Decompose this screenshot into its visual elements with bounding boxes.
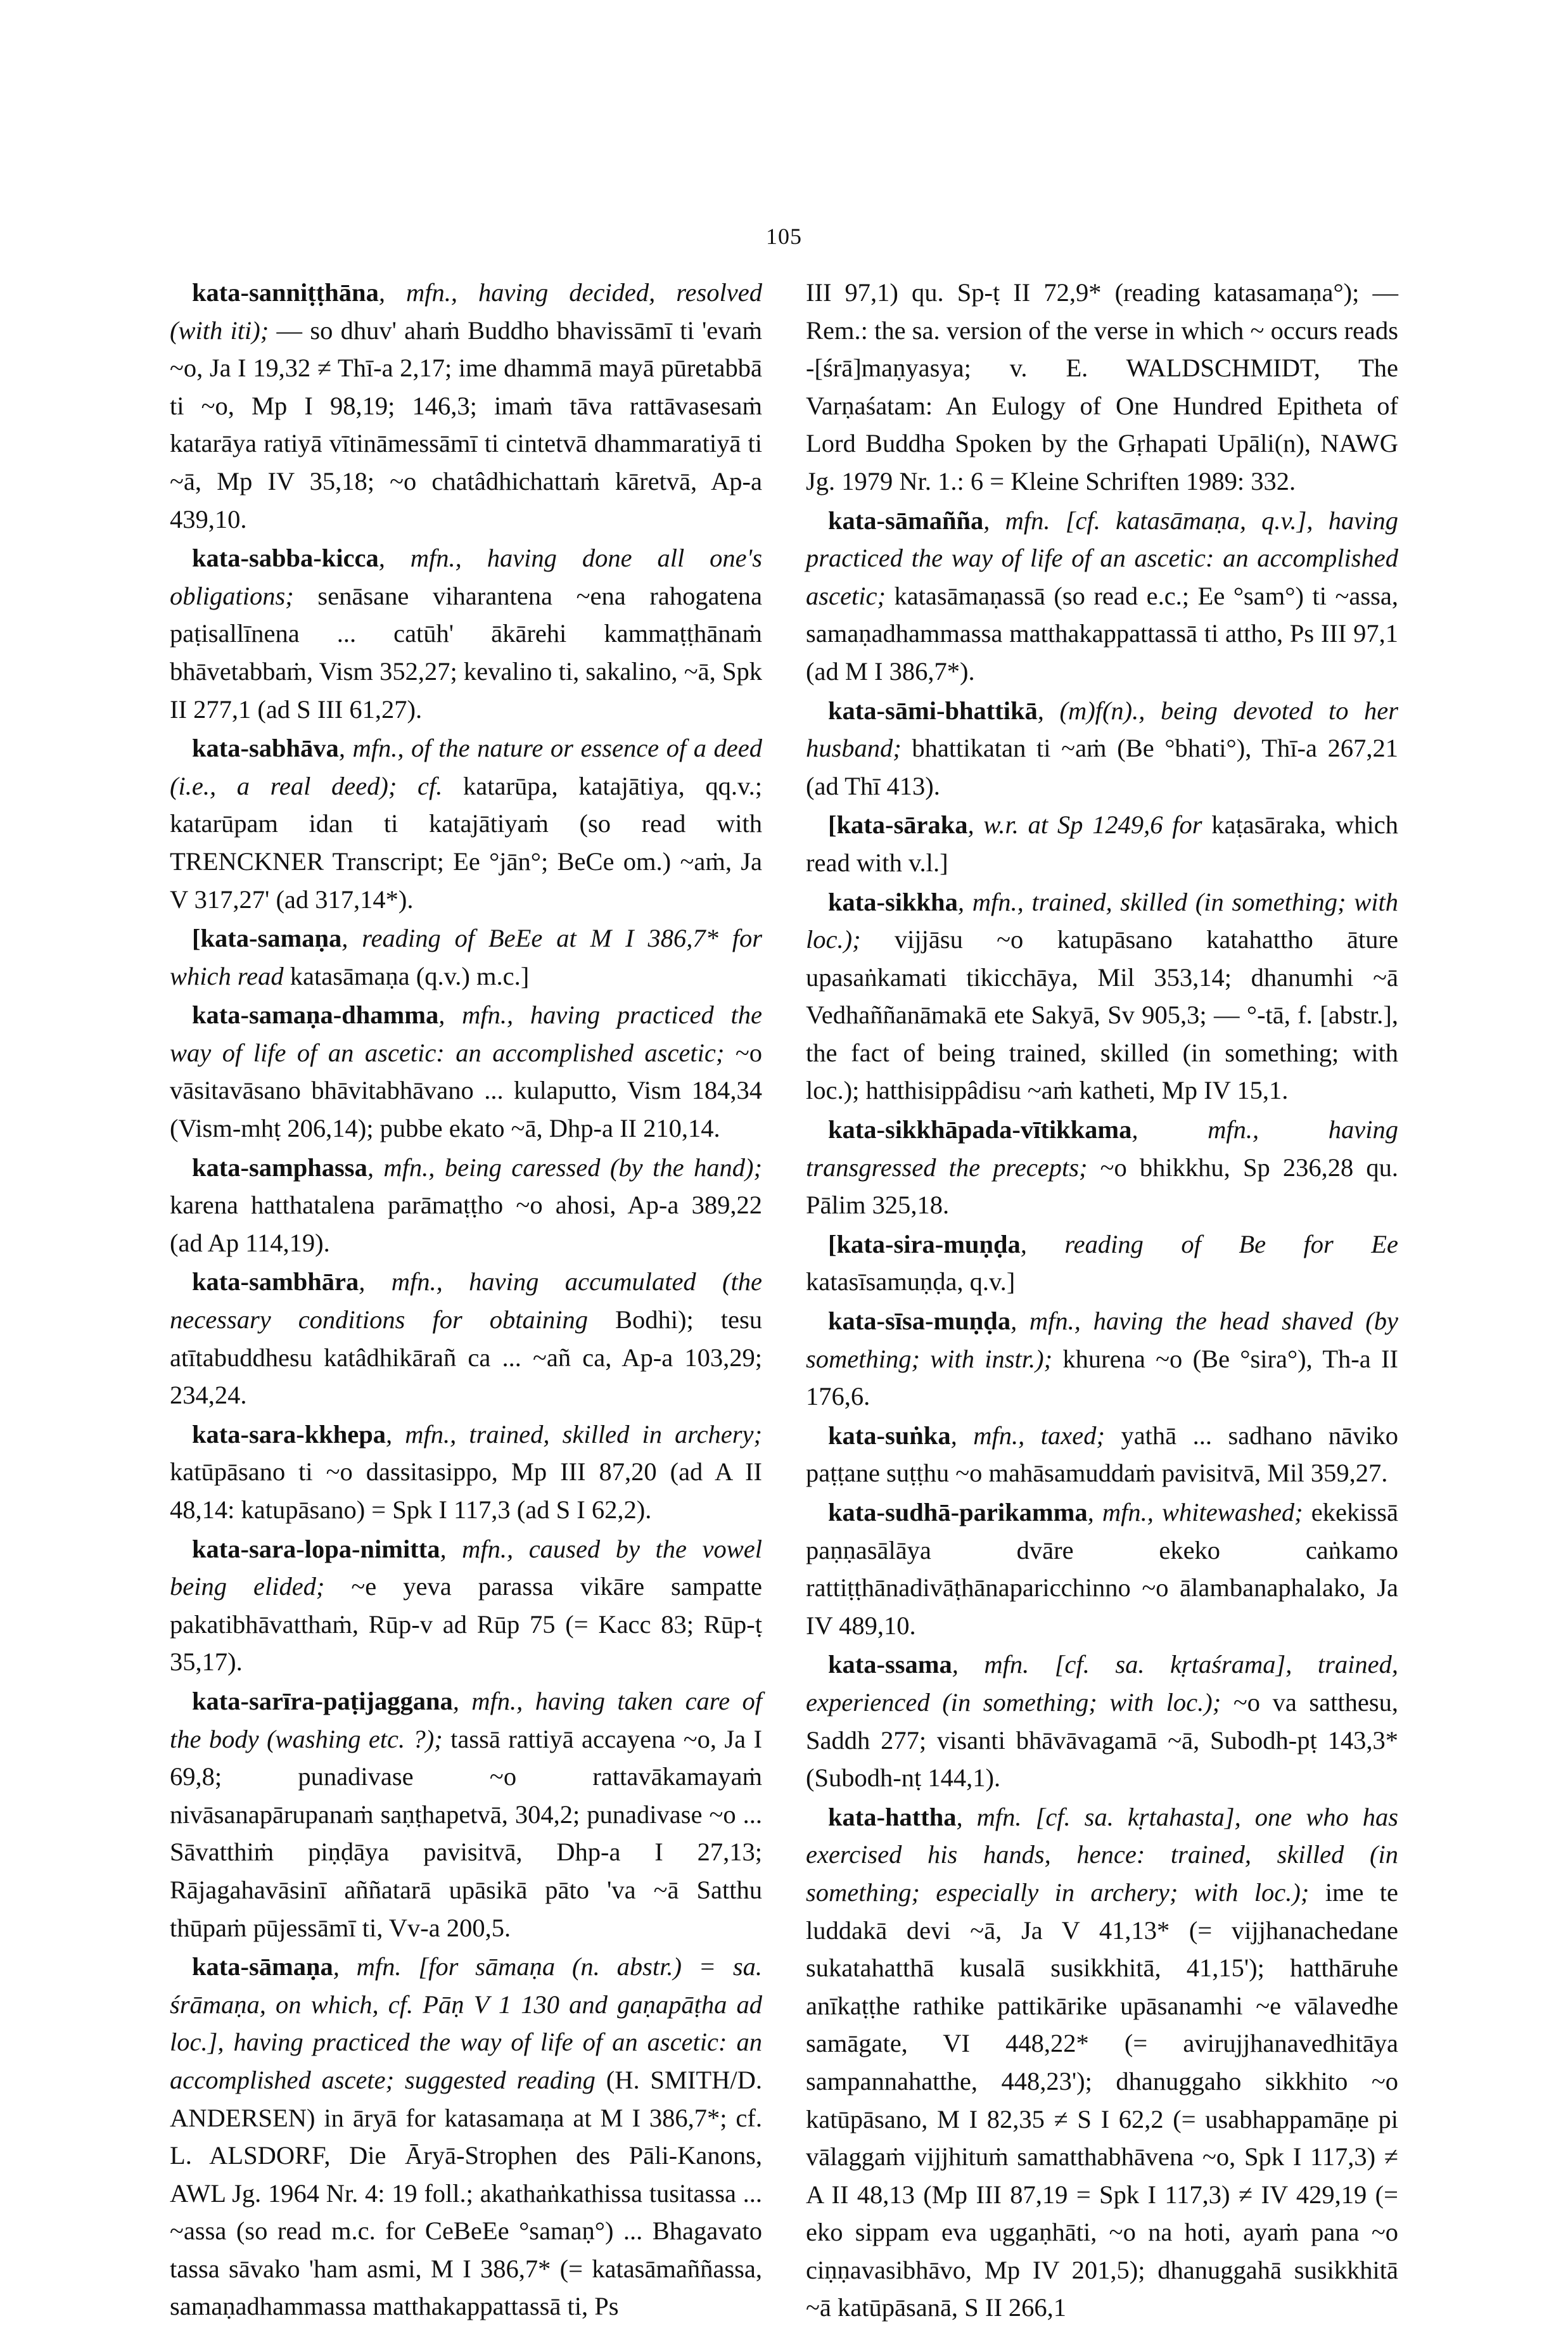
- entry-headword: kata-sīsa-muṇḍa: [828, 1307, 1011, 1336]
- entry-headword: kata-sabhāva: [192, 734, 339, 763]
- entry-gloss: , mfn., trained, skilled (in something; with loc.);: [806, 887, 1398, 954]
- entry-body: karena hatthatalena parāmaṭṭho ~o ahosi, Ap-a 389,22 (ad Ap 114,19).: [170, 1191, 762, 1257]
- dictionary-entry: [806, 1111, 1398, 1224]
- dictionary-entry: [806, 1646, 1398, 1796]
- dictionary-entry: [806, 883, 1398, 1110]
- entry-body: katarūpa, katajātiya, qq.v.; katarūpam idan ti katajātiyaṁ (so read with TRENCKNER Transcript; Ee °jān°; BeCe om.) ~aṁ, Ja V 317,27' (ad 317,14*).: [170, 771, 762, 914]
- entry-gloss: , mfn., of the nature or essence of a deed (i.e., a real deed); cf.: [170, 734, 762, 800]
- dictionary-entry: [170, 919, 762, 995]
- entry-body: tassā rattiyā accayena ~o, Ja I 69,8; punadivase ~o rattavākamayaṁ nivāsanapārupanaṁ saṇṭhapetvā, 304,2; punadivase ~o ... Sāvatthiṁ piṇḍāya pavisitvā, Dhp-a I 27,13; Rājagahavāsinī aññatarā upāsikā pāto 'va ~ā Satthu thūpaṁ pūjessāmī ti, Vv-a 200,5.: [170, 1724, 762, 1942]
- entry-headword: [kata-samaṇa: [192, 924, 342, 953]
- dictionary-entry: [170, 1263, 762, 1414]
- entry-headword: kata-sāmañña: [828, 506, 984, 535]
- entry-gloss: , mfn., whitewashed;: [1087, 1498, 1303, 1526]
- entry-headword: kata-sudhā-parikamma: [828, 1498, 1088, 1526]
- entry-gloss: , reading of BeEe at M I 386,7* for which read: [170, 924, 762, 990]
- entry-headword: kata-sara-lopa-nimitta: [192, 1534, 440, 1563]
- entry-headword: kata-sāmi-bhattikā: [828, 696, 1038, 725]
- page-number: 105: [766, 224, 802, 249]
- dictionary-entry: [806, 1493, 1398, 1644]
- entry-body: khurena ~o (Be °sira°), Th-a II 176,6.: [806, 1344, 1399, 1411]
- entry-gloss: , mfn., having done all one's obligations;: [170, 544, 762, 610]
- entry-body: ime te luddakā devi ~ā, Ja V 41,13* (= vijjhanachedane sukatahatthā kusalā susikkhitā, 41,15'); hatthāruhe anīkaṭṭhe rathike pattikārike upāsanamhi ~e vālavedhe samāgate, VI 448,22* (= avirujjhanavedhitāya sampannahatthe, 448,23'); dhanuggaho sikkhito ~o katūpāsano, M I 82,35 ≠ S I 62,2 (= usabhappamāṇe pi vālaggaṁ vijjhituṁ samatthabhāvena ~o, Spk I 117,3) ≠ A II 48,13 (Mp III 87,19 = Spk I 117,3) ≠ IV 429,19 (= eko sippam eva uggaṇhāti, ~o na hoti, ayaṁ pana ~o ciṇṇavasibhāvo, Mp IV 201,5); dhanuggahā susikkhitā ~ā katūpāsanā, S II 266,1: [806, 1877, 1398, 2322]
- entry-gloss: , mfn. [cf. sa. kṛtahasta], one who has exercised his hands, hence: trained, skilled (in something; especially in archery; with loc.);: [806, 1802, 1398, 1907]
- dictionary-entry: [170, 274, 762, 538]
- dictionary-entry: [170, 1948, 762, 2325]
- entry-gloss: , mfn., having decided, resolved (with iti);: [170, 278, 762, 345]
- entry-headword: kata-sambhāra: [192, 1267, 359, 1296]
- dictionary-entry: [806, 806, 1398, 881]
- entry-headword: kata-sikkha: [828, 887, 958, 916]
- entry-body: vijjāsu ~o katupāsano katahattho āture upasaṅkamati tikicchāya, Mil 353,14; dhanumhi ~ā Vedhaññanāmakā ete Sakyā, Sv 905,3; — °-tā, f. [abstr.], the fact of being trained, skilled (in something; with loc.); hatthisippâdisu ~aṁ katheti, Mp IV 15,1.: [806, 925, 1398, 1105]
- entry-body: katasāmaṇa (q.v.) m.c.]: [283, 961, 530, 990]
- entry-body: yathā ... sadhano nāviko paṭṭane suṭṭhu ~o mahāsamuddaṁ pavisitvā, Mil 359,27.: [806, 1421, 1398, 1488]
- dictionary-entry: [170, 539, 762, 728]
- entry-headword: kata-sāmaṇa: [192, 1952, 333, 1981]
- dictionary-entry: [806, 1302, 1398, 1416]
- entry-gloss: , w.r. at Sp 1249,6 for: [967, 810, 1202, 840]
- entry-gloss: , (m)f(n)., being devoted to her husband;: [806, 696, 1398, 763]
- entry-headword: [kata-sāraka: [828, 810, 968, 840]
- dictionary-entry: [170, 996, 762, 1147]
- entry-body: III 97,1) qu. Sp-ṭ II 72,9* (reading katasamaṇa°); — Rem.: the sa. version of the verse in which ~ occurs reads -[śrā]maṇyasya; v. E. WALDSCHMIDT, The Varṇaśatam: An Eulogy of One Hundred Epitheta of Lord Buddha Spoken by the Gṛhapati Upāli(n), NAWG Jg. 1979 Nr. 1.: 6 = Kleine Schriften 1989: 332.: [806, 278, 1398, 496]
- entry-gloss: , mfn., having transgressed the precepts;: [806, 1115, 1398, 1182]
- entry-body: ~e yeva parassa vikāre sampatte pakatibhāvatthaṁ, Rūp-v ad Rūp 75 (= Kacc 83; Rūp-ṭ 35,17).: [170, 1572, 762, 1677]
- entry-headword: kata-sikkhāpada-vītikkama: [828, 1115, 1132, 1144]
- entry-gloss: , mfn., having accumulated (the necessary conditions for obtaining: [170, 1267, 762, 1334]
- entry-continuation: [806, 274, 1398, 501]
- entry-gloss: , mfn., having practiced the way of life of an ascetic: an accomplished ascetic;: [170, 1001, 762, 1067]
- dictionary-entry: [170, 1530, 762, 1681]
- dictionary-entry: [170, 729, 762, 918]
- dictionary-entry: [806, 692, 1398, 805]
- dictionary-entry: [170, 1416, 762, 1529]
- entry-body: ~o va satthesu, Saddh 277; visanti bhāvāvagamā ~ā, Subodh-pṭ 143,3* (Subodh-nṭ 144,1).: [806, 1687, 1398, 1793]
- entry-body: bhattikatan ti ~aṁ (Be °bhati°), Thī-a 267,21 (ad Thī 413).: [806, 734, 1398, 800]
- entry-body: (H. SMITH/D. ANDERSEN) in āryā for katasamaṇa at M I 386,7*; cf. L. ALSDORF, Die Āryā-Strophen des Pāli-Kanons, AWL Jg. 1964 Nr. 4: 19 foll.; akathaṅkathissa tusitassa ... ~assa (so read m.c. for CeBeEe °samaṇ°) ... Bhagavato tassa sāvako 'ham asmi, M I 386,7* (= katasāmaññassa, samaṇadhammassa matthakappattassā ti, Ps: [170, 2065, 762, 2321]
- dictionary-entry: [170, 1682, 762, 1947]
- entry-headword: kata-sabba-kicca: [192, 544, 379, 573]
- entry-body: kaṭasāraka, which read with v.l.]: [806, 810, 1399, 877]
- entry-headword: kata-suṅka: [828, 1421, 951, 1450]
- entry-gloss: , reading of Be for Ee: [1020, 1229, 1398, 1258]
- entry-headword: kata-hattha: [828, 1802, 957, 1831]
- entry-headword: kata-sanniṭṭhāna: [192, 278, 379, 307]
- left-column: [170, 274, 762, 2327]
- dictionary-entry: [806, 1417, 1398, 1492]
- entry-body: katasāmaṇassā (so read e.c.; Ee °sam°) ti ~assa, samaṇadhammassa matthakappattassā ti attho, Ps III 97,1 (ad M I 386,7*).: [806, 581, 1398, 686]
- entry-gloss: , mfn., trained, skilled in archery;: [386, 1419, 762, 1449]
- entry-headword: kata-sara-kkhepa: [192, 1419, 386, 1449]
- entry-body: senāsane viharantena ~ena rahogatena paṭisallīnena ... catūh' ākārehi kammaṭṭhānaṁ bhāvetabbaṁ, Vism 352,27; kevalino ti, sakalino, ~ā, Spk II 277,1 (ad S III 61,27).: [170, 581, 762, 724]
- entry-headword: kata-samphassa: [192, 1153, 367, 1182]
- entry-body: — so dhuv' ahaṁ Buddho bhavissāmī ti 'evaṁ ~o, Ja I 19,32 ≠ Thī-a 2,17; ime dhammā mayā pūretabbā ti ~o, Mp I 98,19; 146,3; imaṁ tāva rattāvasesaṁ katarāya ratiyā vītināmessāmī ti cintetvā dhammaratiyā ti ~ā, Mp IV 35,18; ~o chatâdhichattaṁ kāretvā, Ap-a 439,10.: [170, 316, 762, 534]
- entry-body: katūpāsano ti ~o dassitasippo, Mp III 87,20 (ad A II 48,14: katupāsano) = Spk I 117,3 (ad S I 62,2).: [170, 1457, 762, 1524]
- entry-body: Bodhi); tesu atītabuddhesu katâdhikārañ ca ... ~añ ca, Ap-a 103,29; 234,24.: [170, 1305, 762, 1410]
- entry-gloss: , mfn., having taken care of the body (washing etc. ?);: [170, 1686, 762, 1753]
- dictionary-entry: [806, 1798, 1398, 2327]
- entry-gloss: , mfn., being caressed (by the hand);: [367, 1153, 762, 1182]
- entry-headword: [kata-sira-muṇḍa: [828, 1229, 1021, 1258]
- entry-body: ~o bhikkhu, Sp 236,28 qu. Pālim 325,18.: [806, 1153, 1399, 1220]
- entry-body: katasīsamuṇḍa, q.v.]: [806, 1267, 1016, 1296]
- dictionary-entry: [170, 1149, 762, 1262]
- entry-headword: kata-ssama: [828, 1650, 952, 1679]
- dictionary-entry: [806, 1225, 1398, 1301]
- entry-gloss: , mfn., having the head shaved (by something; with instr.);: [806, 1307, 1398, 1373]
- entry-headword: kata-sarīra-paṭijaggana: [192, 1686, 453, 1715]
- entry-body: ekekissā paṇṇasālāya dvāre ekeko caṅkamo rattiṭṭhānadivāṭhānaparicchinno ~o ālambanaphalako, Ja IV 489,10.: [806, 1498, 1399, 1640]
- right-column: [806, 274, 1398, 2328]
- entry-gloss: , mfn., taxed;: [950, 1421, 1105, 1450]
- entry-body: ~o vāsitavāsano bhāvitabhāvano ... kulaputto, Vism 184,34 (Vism-mhṭ 206,14); pubbe ekato ~ā, Dhp-a II 210,14.: [170, 1038, 762, 1143]
- entry-gloss: , mfn. [cf. katasāmaṇa, q.v.], having practiced the way of life of an ascetic: an accomplished ascetic;: [806, 506, 1398, 610]
- entry-headword: kata-samaṇa-dhamma: [192, 1001, 439, 1030]
- entry-gloss: , mfn., caused by the vowel being elided;: [170, 1534, 762, 1601]
- entry-gloss: , mfn. [cf. sa. kṛtaśrama], trained, experienced (in something; with loc.);: [806, 1650, 1398, 1717]
- dictionary-entry: [806, 502, 1398, 691]
- entry-gloss: , mfn. [for sāmaṇa (n. abstr.) = sa. śrāmaṇa, on which, cf. Pāṇ V 1 130 and gaṇapāṭha ad loc.], having practiced the way of life of an ascetic: an accomplished ascete; suggested reading: [170, 1952, 762, 2094]
